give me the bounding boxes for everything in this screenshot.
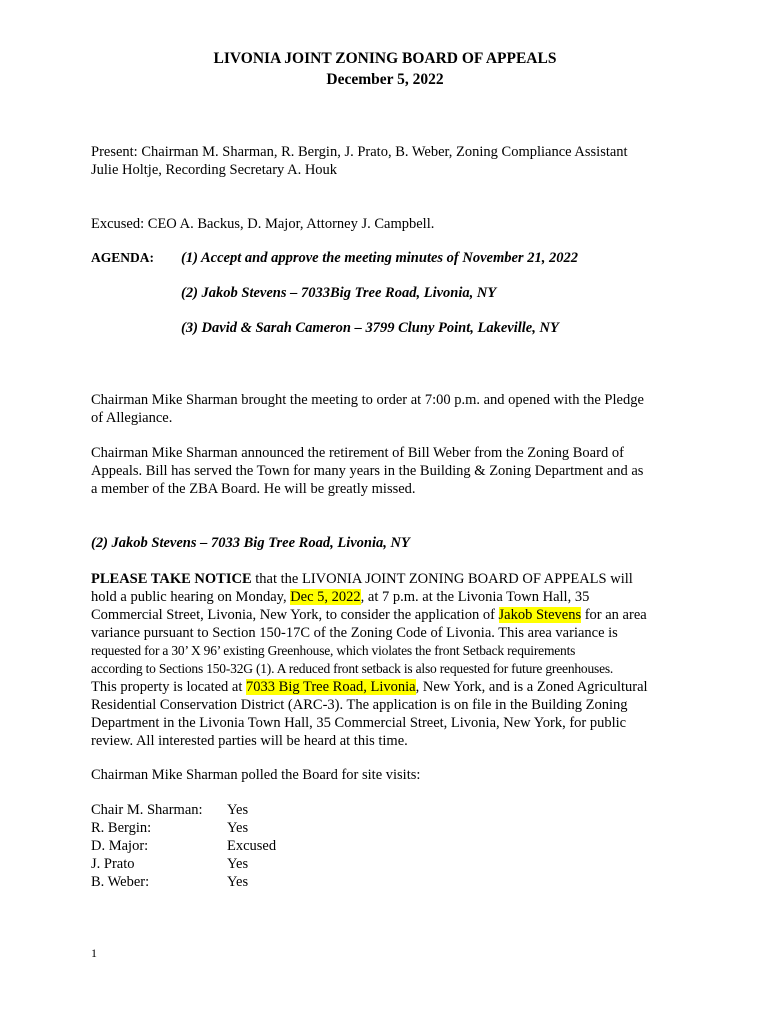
opening-line-1: Chairman Mike Sharman brought the meeting to order at 7:00 p.m. and opened with the Pledge bbox=[91, 392, 644, 408]
agenda-item-2: (2) Jakob Stevens – 7033Big Tree Road, Livonia, NY bbox=[181, 285, 497, 301]
notice-text: , at 7 p.m. at the Livonia Town Hall, 35 bbox=[360, 589, 590, 605]
site-visit-vote: Yes bbox=[227, 874, 249, 890]
agenda-label: AGENDA: bbox=[91, 250, 154, 265]
opening-line-2: of Allegiance. bbox=[91, 410, 173, 426]
site-visit-name: B. Weber: bbox=[91, 874, 150, 890]
notice-text: Commercial Street, Livonia, New York, to consider the application of bbox=[91, 607, 499, 623]
highlight-address: 7033 Big Tree Road, Livonia bbox=[246, 679, 416, 695]
document-title: LIVONIA JOINT ZONING BOARD OF APPEALS bbox=[213, 50, 557, 67]
notice-line-5: requested for a 30’ X 96’ existing Greenhouse, which violates the front Setback requirements bbox=[91, 643, 576, 658]
notice-line-8: Residential Conservation District (ARC-3). The application is on file in the Building Zoning bbox=[91, 697, 628, 713]
notice-text: , New York, and is a Zoned Agricultural bbox=[415, 679, 648, 695]
notice-line-2 bbox=[91, 588, 691, 606]
notice-line-1-rest: that the LIVONIA JOINT ZONING BOARD OF APPEALS will bbox=[251, 571, 633, 587]
notice-text: This property is located at bbox=[91, 679, 247, 695]
notice-line-10: review. All interested parties will be heard at this time. bbox=[91, 733, 408, 749]
document-date: December 5, 2022 bbox=[326, 71, 444, 88]
highlight-applicant: Jakob Stevens bbox=[498, 607, 582, 623]
highlight-date: Dec 5, 2022 bbox=[290, 589, 361, 605]
notice-line-4: variance pursuant to Section 150-17C of the Zoning Code of Livonia. This area variance is bbox=[91, 625, 618, 641]
notice-line-6: according to Sections 150-32G (1). A reduced front setback is also requested for future greenhouses. bbox=[91, 661, 614, 676]
notice-line-1 bbox=[91, 570, 691, 588]
retirement-line-2: Appeals. Bill has served the Town for many years in the Building & Zoning Department and as bbox=[91, 463, 644, 479]
notice-line-7 bbox=[91, 678, 691, 696]
notice-text: hold a public hearing on Monday, bbox=[91, 589, 291, 605]
excused-line: Excused: CEO A. Backus, D. Major, Attorney J. Campbell. bbox=[91, 216, 435, 232]
agenda-item-1: (1) Accept and approve the meeting minutes of November 21, 2022 bbox=[181, 250, 578, 266]
present-line-2: Julie Holtje, Recording Secretary A. Houk bbox=[91, 162, 338, 178]
notice-bold-lead: PLEASE TAKE NOTICE bbox=[91, 571, 252, 587]
retirement-line-3: a member of the ZBA Board. He will be greatly missed. bbox=[91, 481, 416, 497]
page-number: 1 bbox=[91, 946, 97, 960]
site-visit-vote: Yes bbox=[227, 820, 249, 836]
agenda-item-3: (3) David & Sarah Cameron – 3799 Cluny Point, Lakeville, NY bbox=[181, 320, 559, 336]
polled-line: Chairman Mike Sharman polled the Board for site visits: bbox=[91, 767, 421, 783]
site-visit-name: Chair M. Sharman: bbox=[91, 802, 203, 818]
site-visit-vote: Excused bbox=[227, 838, 277, 854]
section-2-heading: (2) Jakob Stevens – 7033 Big Tree Road, Livonia, NY bbox=[91, 535, 410, 551]
notice-line-9: Department in the Livonia Town Hall, 35 Commercial Street, Livonia, New York, for public bbox=[91, 715, 627, 731]
site-visit-name: J. Prato bbox=[91, 856, 135, 872]
notice-text: for an area bbox=[581, 607, 647, 623]
site-visit-vote: Yes bbox=[227, 802, 249, 818]
site-visit-vote: Yes bbox=[227, 856, 249, 872]
present-line-1: Present: Chairman M. Sharman, R. Bergin, J. Prato, B. Weber, Zoning Compliance Assistant bbox=[91, 144, 628, 160]
retirement-line-1: Chairman Mike Sharman announced the retirement of Bill Weber from the Zoning Board of bbox=[91, 445, 624, 461]
notice-line-3 bbox=[91, 606, 691, 624]
site-visit-name: D. Major: bbox=[91, 838, 149, 854]
site-visit-name: R. Bergin: bbox=[91, 820, 152, 836]
